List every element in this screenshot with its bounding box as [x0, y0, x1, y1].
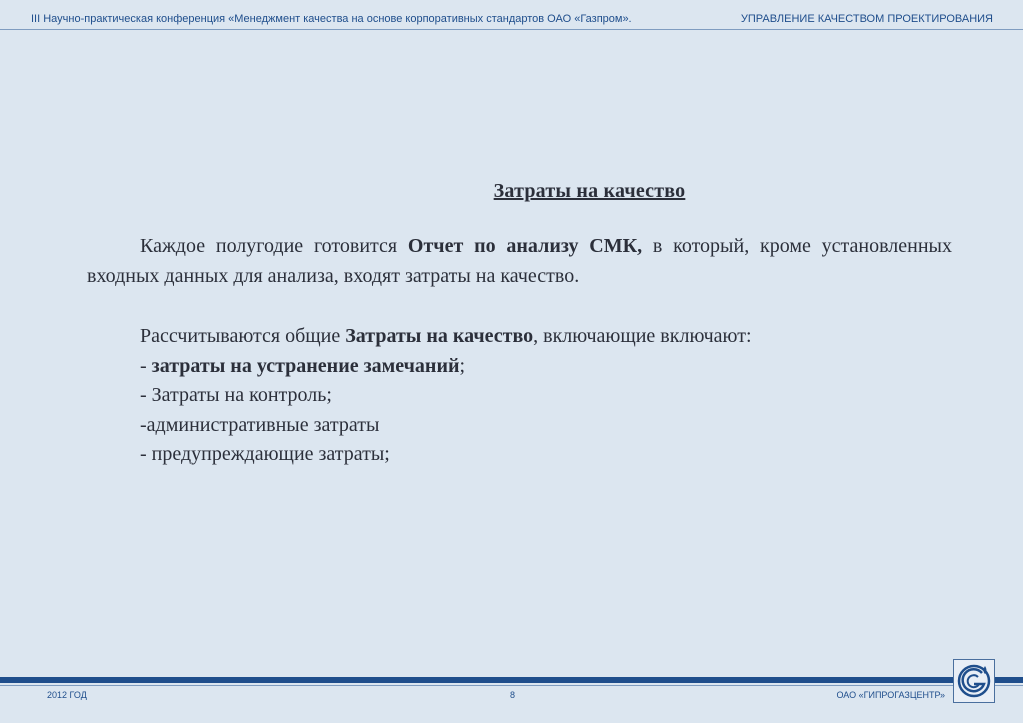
- intro-tail: , включающие включают:: [533, 325, 752, 347]
- header-divider: [0, 29, 1023, 30]
- footer-company: ОАО «ГИПРОГАЗЦЕНТР»: [836, 690, 945, 700]
- list-item: [140, 411, 952, 441]
- list-item: [140, 381, 952, 411]
- list-item: [140, 440, 952, 470]
- slide-content: [87, 180, 952, 470]
- intro-text: Рассчитываются общие: [140, 325, 346, 347]
- gazprom-logo-icon: [953, 659, 995, 703]
- cost-list: [140, 322, 952, 470]
- paragraph-report-tail: в который, кроме установленных входных данных для анализа, входят затраты на качество.: [87, 235, 952, 287]
- slide-title: Затраты на качество: [493, 180, 686, 202]
- list-item-prefix: -: [140, 354, 152, 377]
- cost-list-intro: [140, 322, 952, 352]
- list-item-prefix: - предупреждающие затраты;: [140, 443, 390, 465]
- logo-mark-icon: [954, 660, 994, 702]
- paragraph-report-bold: Отчет по анализу СМК,: [407, 235, 643, 257]
- page-number: 8: [510, 690, 516, 700]
- intro-bold: Затраты на качество: [345, 325, 534, 347]
- list-item-bold: затраты на устранение замечаний: [151, 354, 460, 377]
- conference-title: III Научно-практическая конференция «Менеджмент качества на основе корпоративных стандартов ОАО «Газпром».: [31, 13, 632, 25]
- list-item-prefix: - Затраты на контроль;: [140, 384, 332, 406]
- section-title: УПРАВЛЕНИЕ КАЧЕСТВОМ ПРОЕКТИРОВАНИЯ: [740, 13, 993, 25]
- list-item-suffix: ;: [459, 354, 466, 377]
- paragraph-report-text: Каждое полугодие готовится: [140, 235, 408, 257]
- list-item: [140, 352, 952, 382]
- footer-divider: [0, 685, 1023, 686]
- list-item-prefix: -административные затраты: [140, 413, 380, 436]
- paragraph-report: [87, 231, 952, 291]
- footer-year: 2012 ГОД: [47, 690, 87, 700]
- footer-bar: [0, 677, 1023, 683]
- slide-header: [0, 0, 1023, 32]
